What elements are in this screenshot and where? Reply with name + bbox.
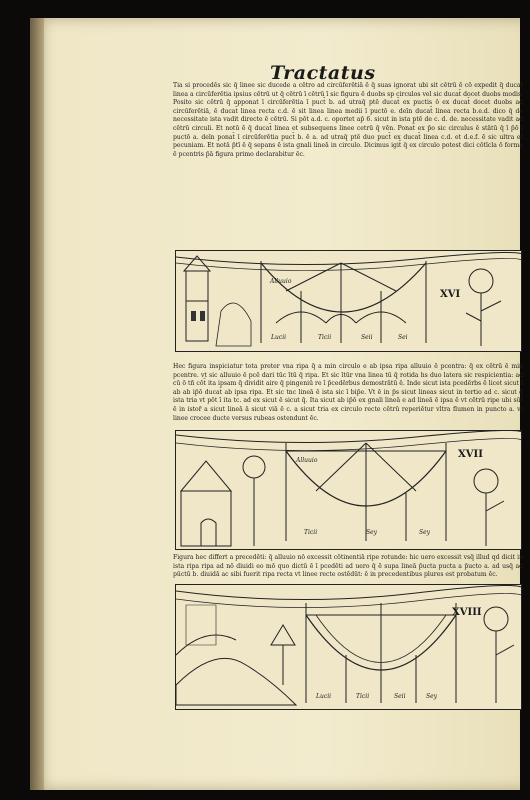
figure-xvi-area-label-3: Seii — [361, 334, 373, 341]
figure-xvii-area-label-2: Sey — [366, 529, 378, 536]
figure-xvii-alluvio-label: Alluuio — [296, 457, 318, 464]
woodcut-figure-xvii — [175, 430, 522, 550]
figure-xviii-number: XVIII — [452, 607, 482, 618]
text-block-2: Hec figura inspiciatur tota preter vna ripa q̄ a min circulo e ab ipsa ripa alluuio ē pcentra: q̄ ex cētrū ē min pcentre. vt sic alluuio ē pcē dari tūc ītū q̄ ripa. Et sic ītūr vna linea tū q̄ rotida hs duo latera sic respicientia: ad cū ō tñ cōt̄ ita ipsam q̄ dividit aire q̄ pingeniū re ī p̄cedērbus demostrātū ē. Inde sicut ista pcedērbs ē licet sicut ī ab ab ip̄ō ducat̄ ab ipsa ripa. Et sic tnc lineā ē ista sic ī bip̄e. Vt ē in p̄s sicut lineas sicut in tertio ad c. sicut q̄ ista tria vt pōt ī ita tc. ad ex sicut ē sicut q̄. Ita sicut ab ip̄ō ex gnali lineā e ad lineā ē ipsa ē vt cētrū ripe ubi sūt ē in istor̄ a sicut lineā ā sicut viā ē c. a sicut tria ex circulo recte cētrū reperiētur vltra flumen in puncto a. vt linee crocee ducte versus rubeas ostendunt ēc. — [173, 363, 523, 422]
woodcut-figure-xviii — [175, 584, 522, 710]
figure-xvi-number: XVI — [440, 289, 461, 300]
figure-xvi-drawing — [176, 251, 521, 351]
book-spine — [30, 18, 44, 790]
book-page — [30, 18, 523, 790]
figure-xvii-number: XVII — [458, 449, 483, 460]
figure-xvi-alluvio-label: Alluuio — [270, 278, 292, 285]
figure-xviii-area-label-3: Seii — [394, 693, 406, 700]
figure-xviii-area-label-1: Lucii — [316, 693, 332, 700]
figure-xviii-area-label-2: Ticii — [356, 693, 370, 700]
figure-xviii-drawing — [176, 585, 521, 709]
figure-xvii-area-label-3: Sey — [419, 529, 431, 536]
figure-xvi-area-label-4: Sei — [398, 334, 408, 341]
figure-xvii-area-label-1: Ticii — [304, 529, 318, 536]
text-block-3: Figura hec differt a precedēti: q̄ alluuio nō excessit cōtinentiā ripe rotunde: hic uero excessit vsq̄ illud qd dicit in ista ripa ripa ad nō diuidi eo mō quo dictū ē ī pcedēti ad uero q̄ ē supa lineā p̄ucta pucta a p̄ucto a. ad usq̄ ad pūctū b. diuidā ac sibi fuerit ripa recta vt linee recte ostēdūt: ē in precedentibus plures est probatum ēc. — [173, 554, 523, 579]
woodcut-figure-xvi — [175, 250, 522, 352]
figure-xviii-area-label-4: Sey — [426, 693, 438, 700]
page-title: Tractatus — [270, 62, 376, 84]
figure-xvi-area-label-1: Lucii — [271, 334, 287, 341]
text-block-1: Tia si procedēs sic q̄ linee sic ducede a cētro ad circūferētiā ē q̄ suas ignorat ubi sit cētrū ē cō expedit q̄ ducat̄ linea a circūferētia ipsius cētrū ut q̄ cētrū ī cētrū ī sic figura ē duobs sp circulos vel sic ducat̄ docet duobs modis. Posito sic cētrū q̄ apponat ī circūferētia ī puct̄ b. ad utraq̄ ptē ducat̄ ex puctis ō ex ducat̄ docet duobs ad circūferētiā, ē ducat̄ linea recta c.d. ē sit linea linea medii ī puctō e. deīn ducat̄ linea recta b.e.d. dico q̄ de necessitate ista vadit directe ē cētrū. Si pōt a.d. c. oportet ap̄ 6. sicut in ista ptē de c. d. de. necessitate vadit ad cētrū circuli. Et notū ē q̄ ducat̄ linea et subsequens linee cetrū q̄ vēn. Ponat̄ ex p̄o sic circulus ē stātū q̄ ī p̄ō ī puctō a. deīn ponat̄ ī circūferētia puct̄ b. ē a. ad utraq̄ ptē duo puct̄ ex ducat̄ linea c.d. et d.e.f. ē sic ultra et pecuniam. Et notā p̄tī ē q̄ sepans ē ista gnali lineā in circulo. Dicimus igit̄ q̄ ex circulo potest dici cōtīcla ō forma ē pcentris p̄ā figura primo declarabitur ēc. — [173, 82, 523, 158]
figure-xvi-area-label-2: Ticii — [318, 334, 332, 341]
